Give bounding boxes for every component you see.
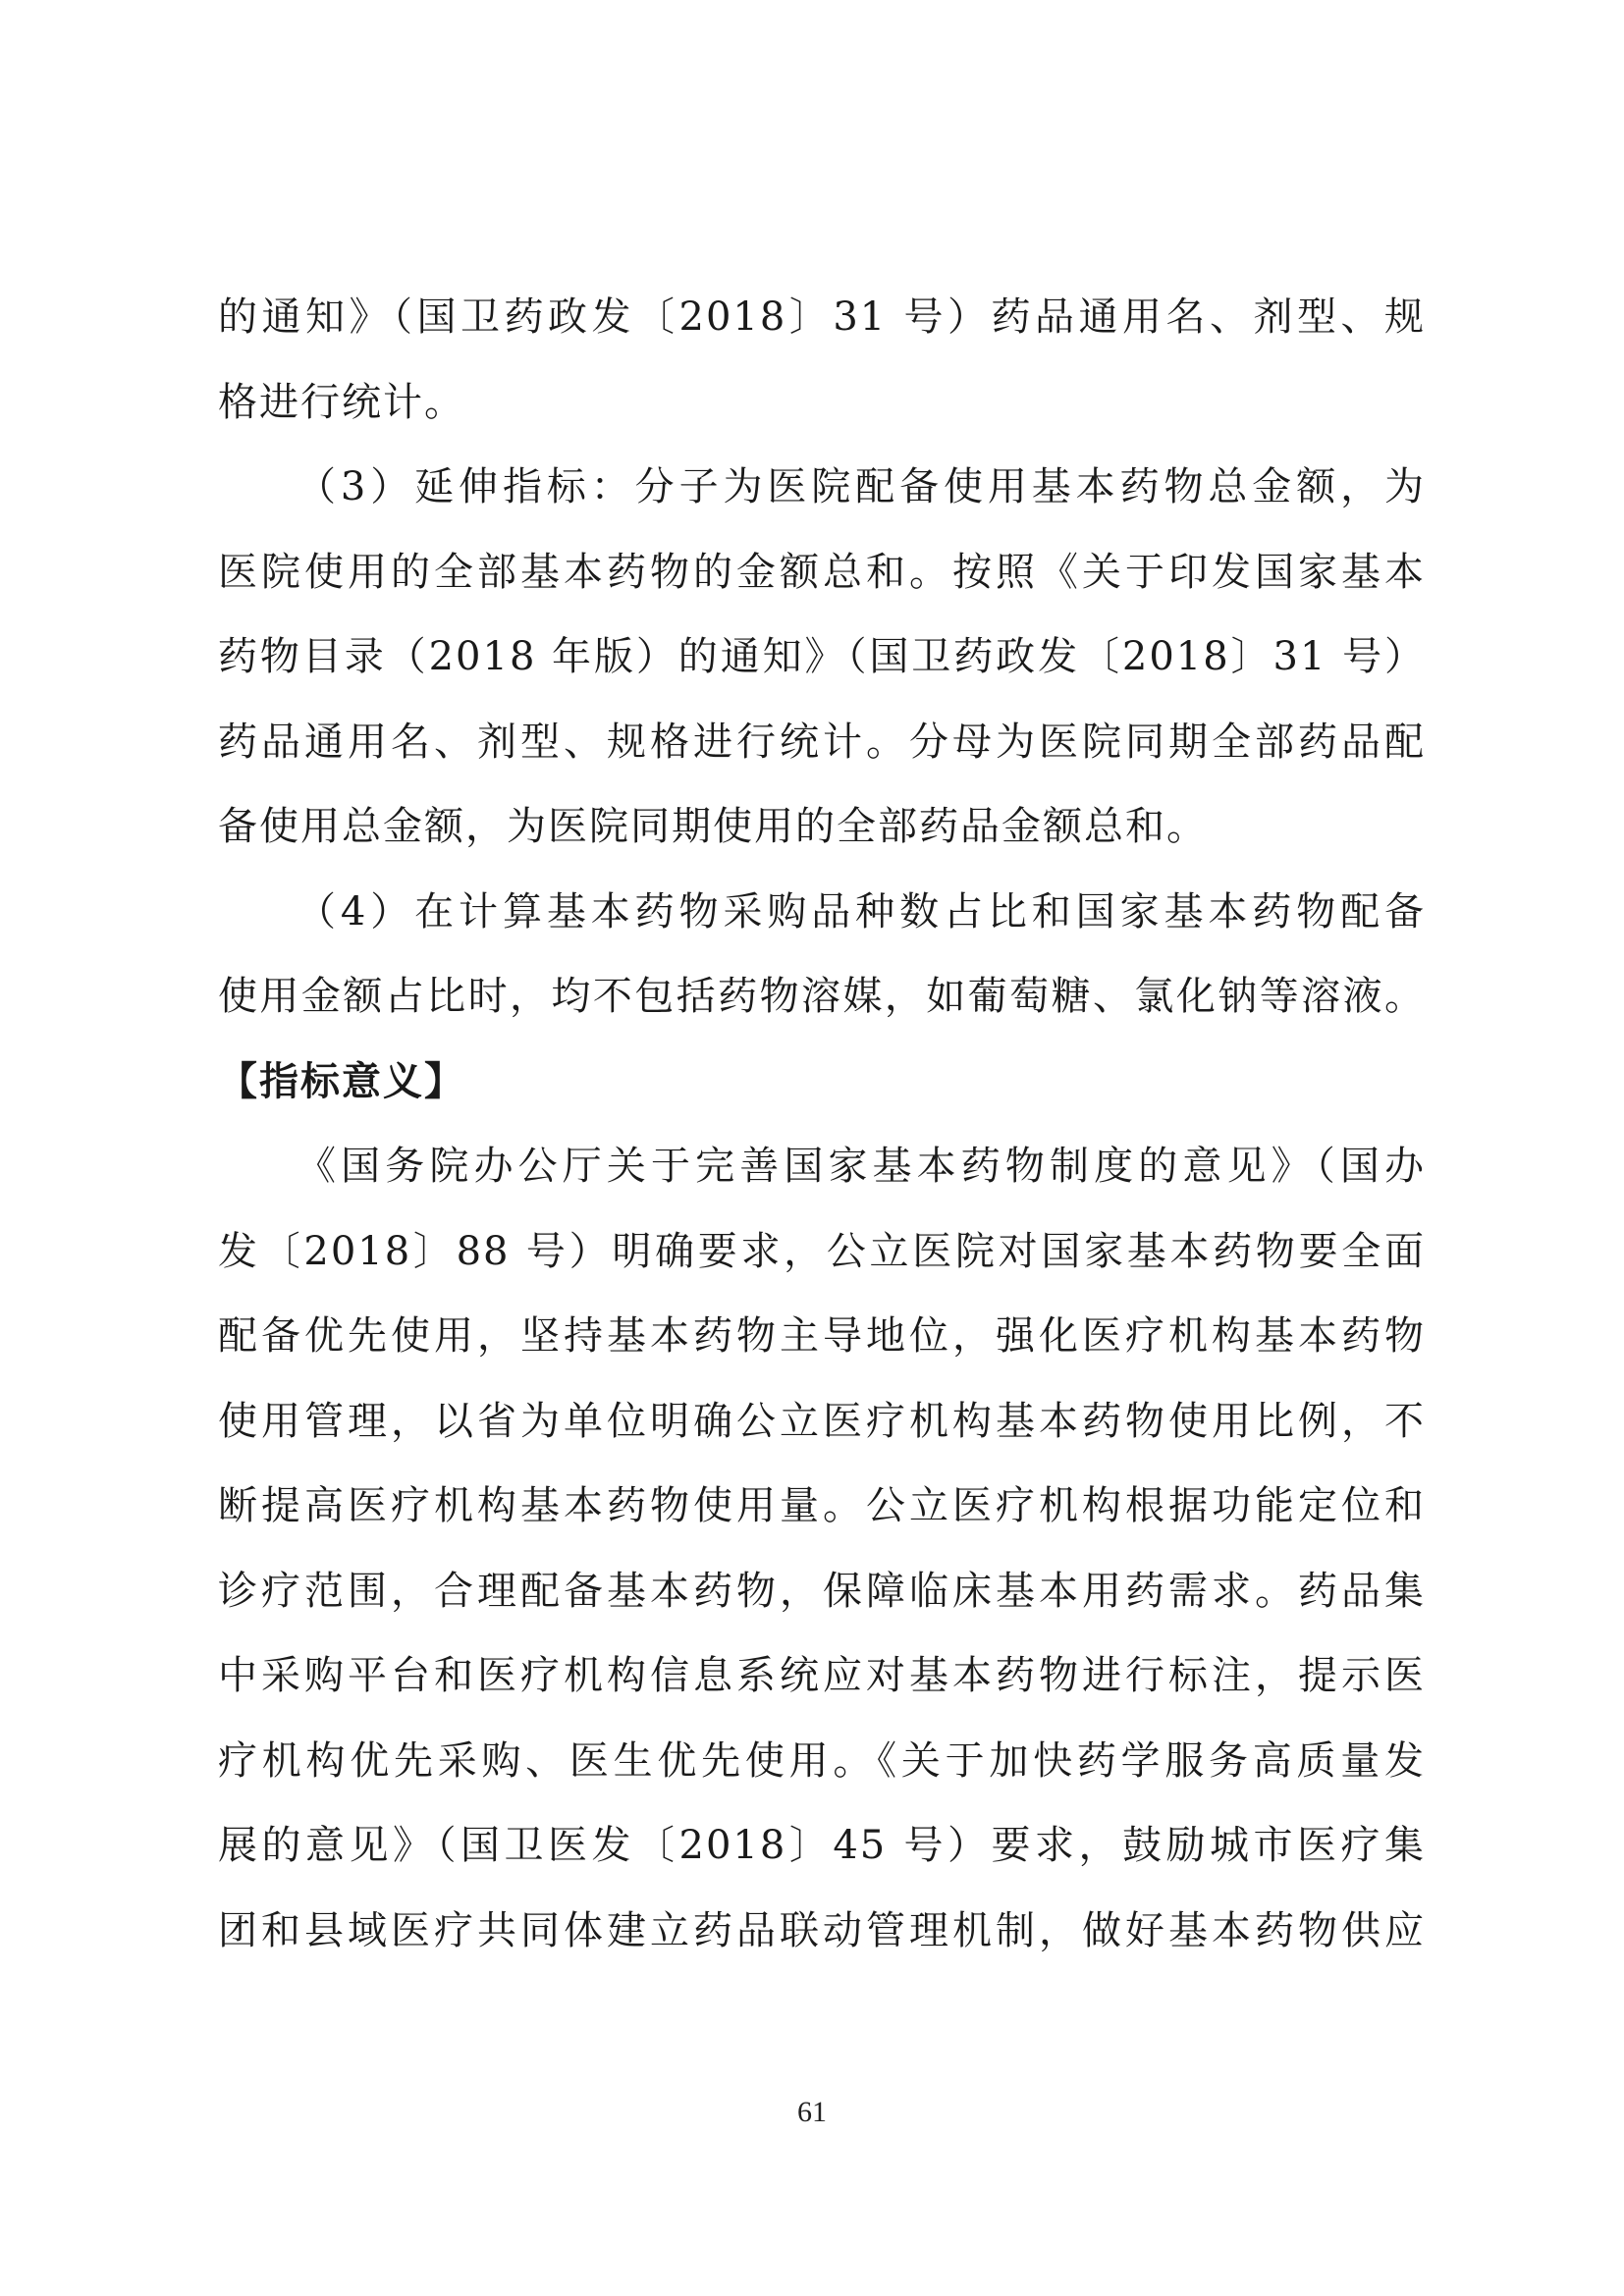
text-line: 团和县域医疗共同体建立药品联动管理机制，做好基本药物供应 <box>218 1907 1426 1953</box>
text-line: 格进行统计。 <box>218 379 465 425</box>
text-line: 诊疗范围，合理配备基本药物，保障临床基本用药需求。药品集 <box>218 1568 1426 1614</box>
text-line: 备使用总金额，为医院同期使用的全部药品金额总和。 <box>218 804 1208 849</box>
paragraph-start-line: （4）在计算基本药物采购品种数占比和国家基本药物配备 <box>297 888 1426 934</box>
body-text <box>218 275 1426 1973</box>
text-line: 中采购平台和医疗机构信息系统应对基本药物进行标注，提示医 <box>218 1653 1426 1698</box>
text-line: 药物目录（2018 年版）的通知》（国卫药政发〔2018〕31 号） <box>218 634 1426 679</box>
section-heading: 【指标意义】 <box>218 1058 465 1104</box>
text-line: 展的意见》（国卫医发〔2018〕45 号）要求，鼓励城市医疗集 <box>218 1823 1426 1868</box>
page-number: 61 <box>797 2096 827 2128</box>
text-line: 疗机构优先采购、医生优先使用。《关于加快药学服务高质量发 <box>218 1737 1426 1784</box>
text-line: 断提高医疗机构基本药物使用量。公立医疗机构根据功能定位和 <box>218 1483 1426 1528</box>
text-line: 发〔2018〕88 号）明确要求，公立医院对国家基本药物要全面 <box>218 1228 1426 1274</box>
text-line: 医院使用的全部基本药物的金额总和。按照《关于印发国家基本 <box>218 549 1426 595</box>
paragraph-start-line: （3）延伸指标：分子为医院配备使用基本药物总金额，为 <box>297 464 1426 509</box>
text-line: 配备优先使用，坚持基本药物主导地位，强化医疗机构基本药物 <box>218 1313 1426 1359</box>
text-line: 的通知》（国卫药政发〔2018〕31 号）药品通用名、剂型、规 <box>218 294 1426 340</box>
text-line: 药品通用名、剂型、规格进行统计。分母为医院同期全部药品配 <box>218 719 1426 765</box>
text-line: 使用金额占比时，均不包括药物溶媒，如葡萄糖、氯化钠等溶液。 <box>218 974 1426 1019</box>
paragraph-start-line: 《国务院办公厅关于完善国家基本药物制度的意见》（国办 <box>297 1144 1426 1189</box>
text-line: 使用管理，以省为单位明确公立医疗机构基本药物使用比例，不 <box>218 1398 1426 1444</box>
